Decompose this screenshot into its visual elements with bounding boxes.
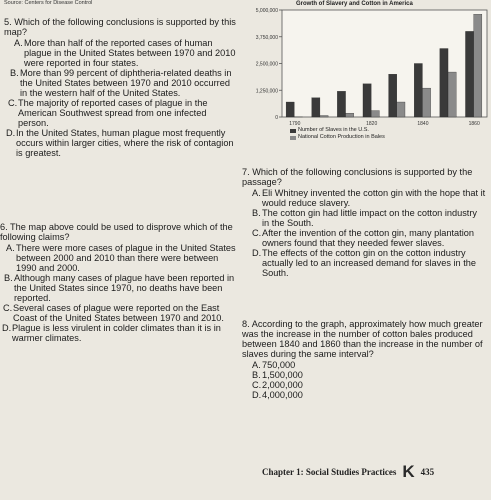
question-7-stem: 7. Which of the following conclusions is supported by the passage? <box>242 167 473 187</box>
bar-cotton <box>346 113 354 117</box>
growth-bar-chart <box>240 4 491 134</box>
bar-slaves <box>440 49 448 117</box>
bar-cotton <box>371 111 379 117</box>
y-tick-label: 5,000,000 <box>255 8 278 14</box>
page-footer <box>262 462 434 482</box>
y-tick-label: 2,500,000 <box>255 61 278 68</box>
y-tick-label: 0 <box>275 115 278 121</box>
x-tick-label: 1840 <box>417 121 429 127</box>
bar-cotton <box>320 116 328 117</box>
legend-swatch-slaves <box>290 129 296 133</box>
question-5 <box>4 17 237 158</box>
bar-slaves <box>286 102 294 117</box>
question-5-option-d[interactable]: D.In the United States, human plague most frequently occurs within larger cities, where the risk of contagion is greatest. <box>6 128 234 158</box>
x-tick-label: 1820 <box>366 121 378 127</box>
question-6-option-a[interactable]: A.There were more cases of plague in the United States between 2000 and 2010 than there were between 1990 and 2000. <box>6 243 236 273</box>
bar-slaves <box>414 64 422 118</box>
question-7-option-c[interactable]: C.After the invention of the cotton gin, many plantation owners found that they needed fewer slaves. <box>252 228 474 248</box>
question-8-option-a[interactable]: A.750,000 <box>252 360 296 370</box>
y-tick-label: 1,250,000 <box>255 88 278 95</box>
k-logo-icon: K <box>402 462 415 481</box>
bar-slaves <box>465 31 473 117</box>
question-5-option-c[interactable]: C.The majority of reported cases of plague in the American Southwest spread from one infected person. <box>8 98 208 128</box>
bar-cotton <box>448 72 456 117</box>
chapter-title: Chapter 1: Social Studies Practices <box>262 467 397 477</box>
legend-item-slaves: Number of Slaves in the U.S. <box>290 127 385 134</box>
question-8-option-b[interactable]: B.1,500,000 <box>252 370 303 380</box>
bar-slaves <box>337 91 345 117</box>
question-8 <box>242 319 486 400</box>
legend-item-cotton: National Cotton Production in Bales <box>290 134 385 141</box>
bar-cotton <box>397 102 405 117</box>
question-8-stem: 8. According to the graph, approximately how much greater was the increase in the number of cotton bales produced between 1840 and 1860 than the increase in the number of slaves during the same interval? <box>242 319 483 359</box>
page-number: 435 <box>420 467 435 477</box>
question-7-option-d[interactable]: D.The effects of the cotton gin on the cotton industry actually led to an increased demand for slaves in the South. <box>252 248 476 278</box>
question-6-option-b[interactable]: B.Although many cases of plague have been reported in the United States since 1970, no deaths have been reported. <box>4 273 235 303</box>
chart-legend <box>290 127 385 141</box>
chart-title: Growth of Slavery and Cotton in America <box>296 1 413 7</box>
question-5-stem: 5. Which of the following conclusions is supported by this map? <box>4 17 236 37</box>
x-tick-label: 1790 <box>289 121 301 127</box>
question-6-option-c[interactable]: C.Several cases of plague were reported on the East Coast of the United States between 1970 and 2010. <box>3 303 224 323</box>
question-5-option-a[interactable]: A.More than half of the reported cases of human plague in the United States between 1970 and 2010 were reported in four states. <box>14 38 236 68</box>
question-6-stem: 6. The map above could be used to disprove which of the following claims? <box>0 222 233 242</box>
question-8-option-d[interactable]: D.4,000,000 <box>252 390 303 400</box>
question-6-option-d[interactable]: D.Plague is less virulent in colder climates than it is in warmer climates. <box>2 323 221 343</box>
bar-cotton <box>422 88 430 117</box>
bar-slaves <box>312 98 320 117</box>
bar-slaves <box>389 74 397 117</box>
question-7-option-b[interactable]: B.The cotton gin had little impact on the cotton industry in the South. <box>252 208 478 228</box>
question-6 <box>0 222 237 343</box>
question-7-option-a[interactable]: A.Eli Whitney invented the cotton gin with the hope that it would reduce slavery. <box>252 188 486 208</box>
bar-slaves <box>363 84 371 117</box>
question-7 <box>242 167 486 278</box>
x-tick-label: 1860 <box>468 121 480 127</box>
question-8-option-c[interactable]: C.2,000,000 <box>252 380 303 390</box>
question-5-option-b[interactable]: B.More than 99 percent of diphtheria-related deaths in the United States between 1970 and 2010 occurred in the western half of the United States. <box>10 68 232 98</box>
bar-cotton <box>474 14 482 117</box>
y-tick-label: 3,750,000 <box>255 34 278 41</box>
legend-swatch-cotton <box>290 136 296 140</box>
source-note: Source: Centers for Disease Control <box>4 0 93 6</box>
